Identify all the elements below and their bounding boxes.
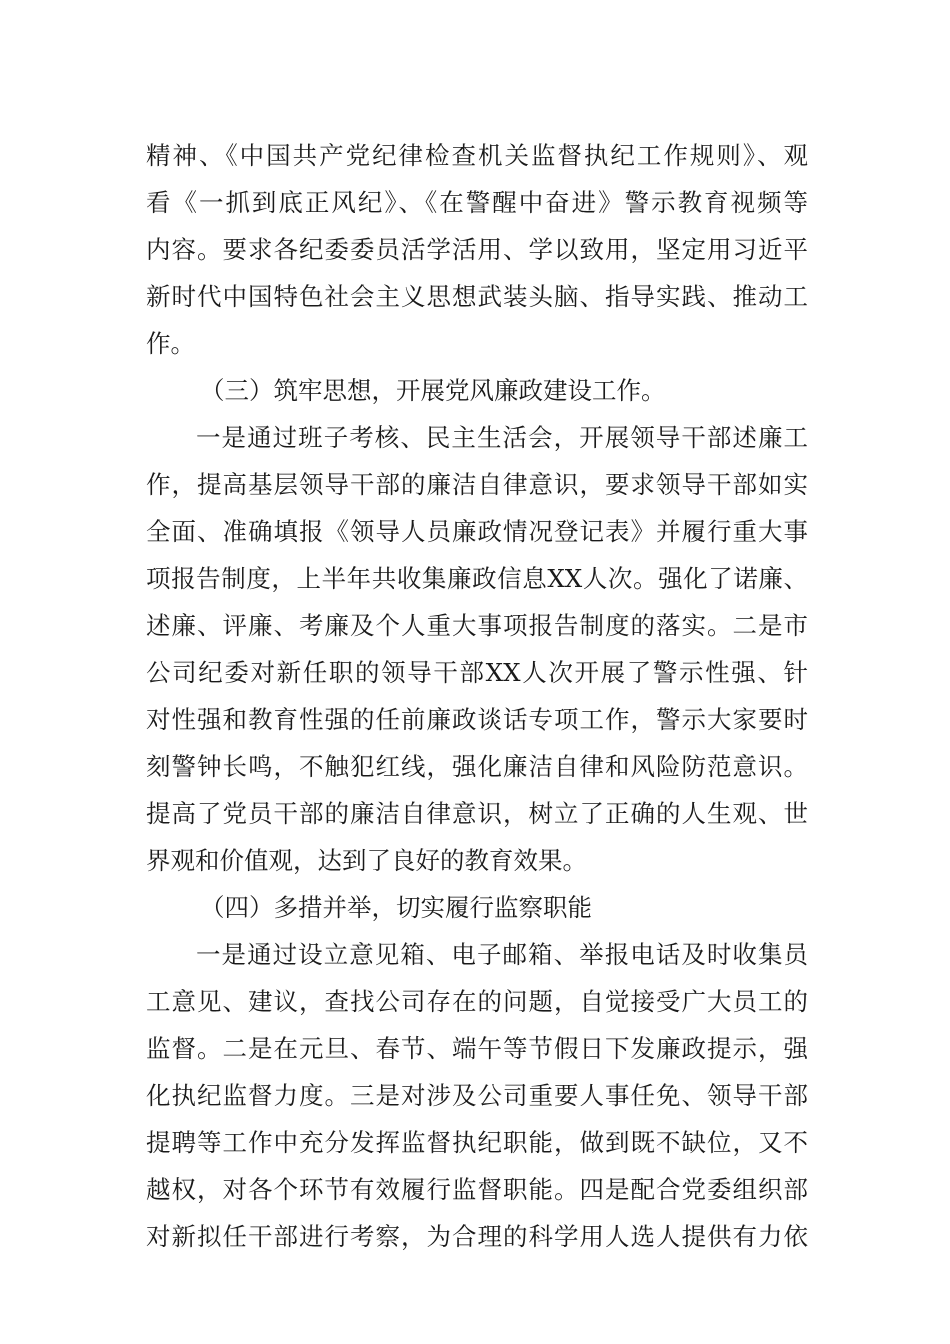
paragraph-first-line: 一是通过班子考核、民主生活会，开展领导干部述廉工 (196, 423, 808, 452)
text-line: 刻警钟长鸣，不触犯红线，强化廉洁自律和风险防范意识。 (146, 752, 808, 781)
text-line: 新时代中国特色社会主义思想武装头脑、指导实践、推动工 (146, 282, 808, 311)
text-line: 对新拟任干部进行考察，为合理的科学用人选人提供有力依 (146, 1222, 808, 1251)
text-line: 项报告制度，上半年共收集廉政信息XX人次。强化了诺廉、 (146, 564, 808, 593)
text-line: 界观和价值观，达到了良好的教育效果。 (146, 846, 587, 875)
text-line: 工意见、建议，查找公司存在的问题，自觉接受广大员工的 (146, 987, 808, 1016)
text-line: 提聘等工作中充分发挥监督执纪职能，做到既不缺位，又不 (146, 1128, 808, 1157)
text-line: 精神、《中国共产党纪律检查机关监督执纪工作规则》、观 (146, 141, 808, 170)
text-line: 全面、准确填报《领导人员廉政情况登记表》并履行重大事 (146, 517, 808, 546)
document-body (146, 132, 808, 1260)
section-heading-3: （三）筑牢思想，开展党风廉政建设工作。 (200, 376, 666, 405)
paragraph-first-line: 一是通过设立意见箱、电子邮箱、举报电话及时收集员 (196, 940, 808, 969)
text-line: 内容。要求各纪委委员活学活用、学以致用，坚定用习近平 (146, 235, 808, 264)
text-line: 看《一抓到底正风纪》、《在警醒中奋进》警示教育视频等 (146, 188, 808, 217)
text-line: 越权，对各个环节有效履行监督职能。四是配合党委组织部 (146, 1175, 808, 1204)
text-line: 作，提高基层领导干部的廉洁自律意识，要求领导干部如实 (146, 470, 808, 499)
text-line: 提高了党员干部的廉洁自律意识，树立了正确的人生观、世 (146, 799, 808, 828)
text-line: 对性强和教育性强的任前廉政谈话专项工作，警示大家要时 (146, 705, 808, 734)
text-line: 公司纪委对新任职的领导干部XX人次开展了警示性强、针 (146, 658, 808, 687)
section-heading-4: （四）多措并举，切实履行监察职能 (200, 893, 592, 922)
text-line: 化执纪监督力度。三是对涉及公司重要人事任免、领导干部 (146, 1081, 808, 1110)
text-line: 述廉、评廉、考廉及个人重大事项报告制度的落实。二是市 (146, 611, 808, 640)
text-line: 监督。二是在元旦、春节、端午等节假日下发廉政提示，强 (146, 1034, 808, 1063)
text-line: 作。 (146, 329, 195, 358)
